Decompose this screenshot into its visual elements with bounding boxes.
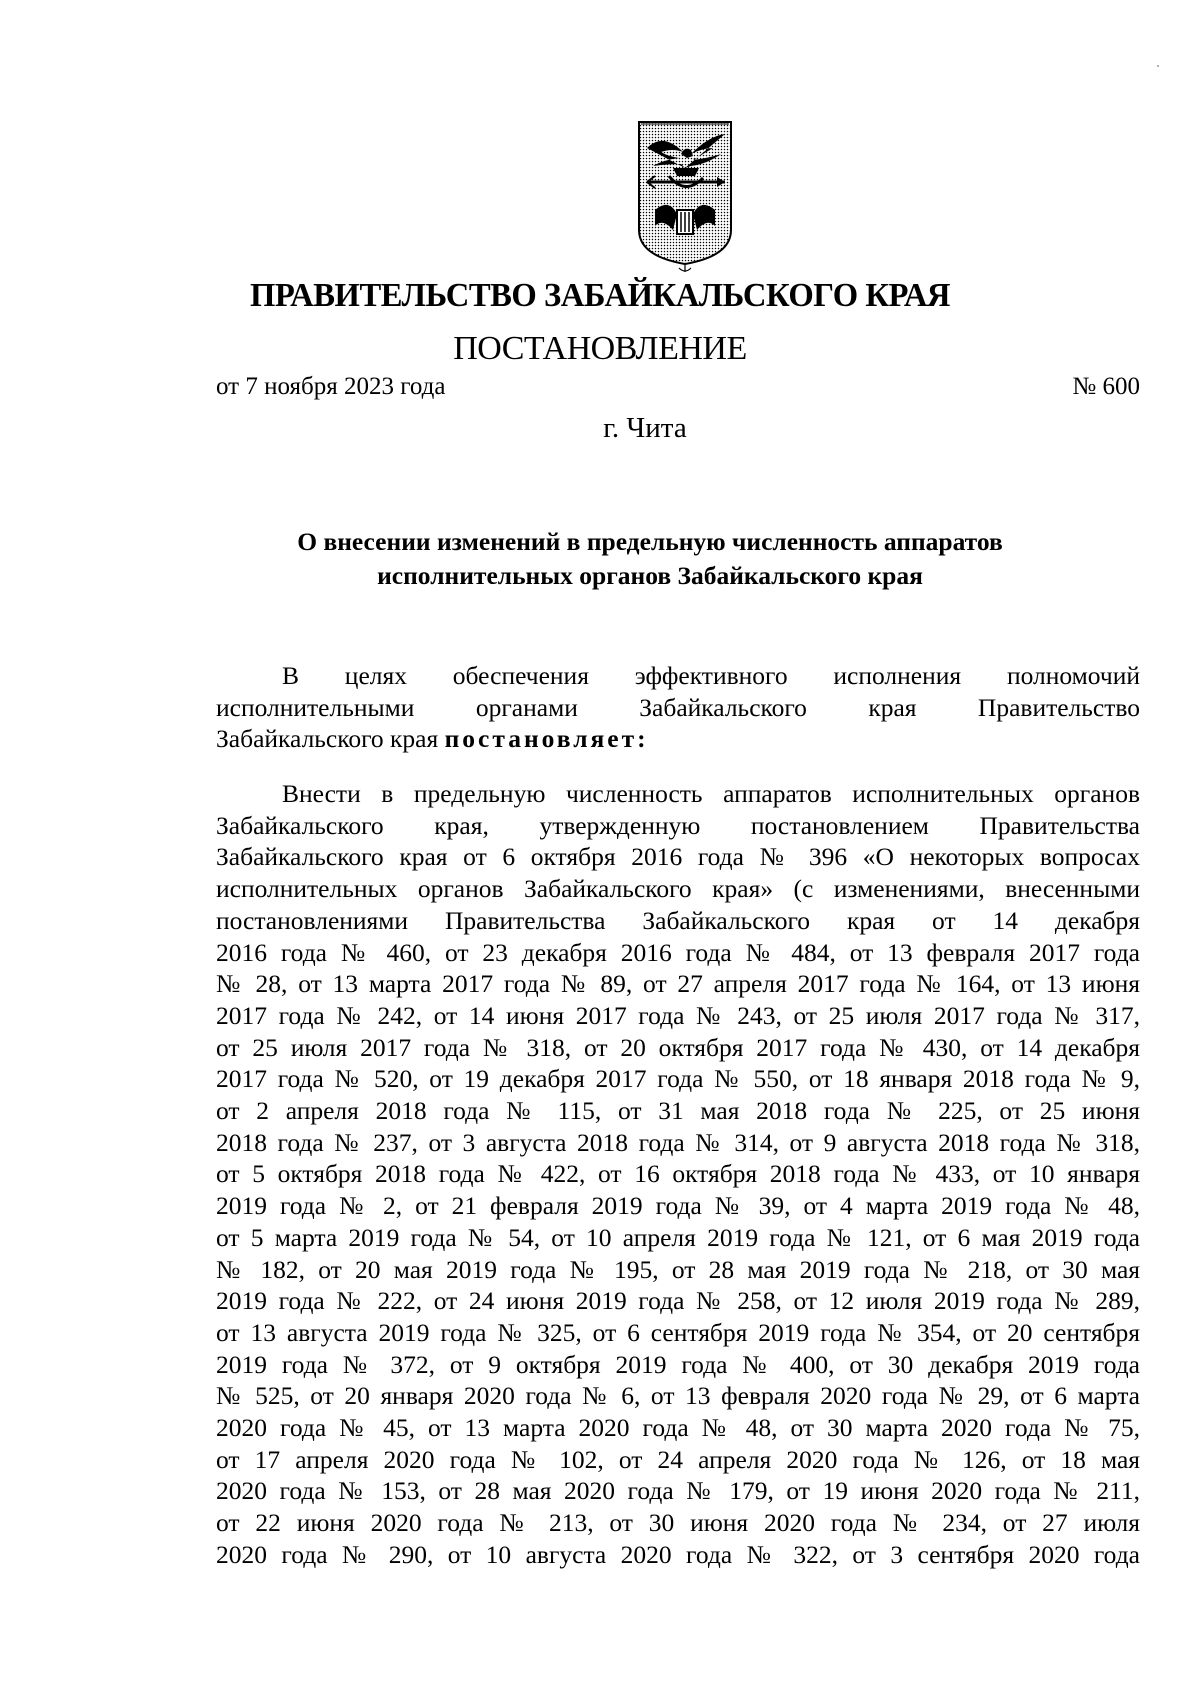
document-number: № 600 xyxy=(1072,373,1140,400)
main-line: от 5 марта 2019 года № 54, от 10 апреля 2019 года № 121, от 6 мая 2019 года xyxy=(216,1222,1140,1252)
main-line: Забайкальского края от 6 октября 2016 года № 396 «О некоторых вопросах xyxy=(216,842,1140,872)
main-line: от 25 июля 2017 года № 318, от 20 октября 2017 года № 430, от 14 декабря xyxy=(216,1032,1140,1062)
main-line: 2020 года № 45, от 13 марта 2020 года № 48, от 30 марта 2020 года № 75, xyxy=(216,1413,1140,1443)
subject-line: О внесении изменений в предельную численность аппаратов xyxy=(297,527,1003,556)
preamble-line: исполнительными органами Забайкальского края Правительство xyxy=(216,692,1140,722)
main-line: от 13 августа 2019 года № 325, от 6 сентября 2019 года № 354, от 20 сентября xyxy=(216,1317,1140,1347)
main-line: 2017 года № 242, от 14 июня 2017 года № 243, от 25 июля 2017 года № 317, xyxy=(216,1000,1140,1030)
preamble-last-line xyxy=(216,723,1140,755)
document-date: от 7 ноября 2023 года xyxy=(216,373,446,400)
main-line: Забайкальского края, утвержденную постановлением Правительства xyxy=(216,810,1140,840)
preamble-line: В целях обеспечения эффективного исполнения полномочий xyxy=(282,661,1140,690)
preamble-prefix: Забайкальского края xyxy=(216,724,439,754)
preamble-paragraph xyxy=(216,660,1140,755)
main-line: № 525, от 20 января 2020 года № 6, от 13 февраля 2020 года № 29, от 6 марта xyxy=(216,1381,1140,1411)
decree-word: постановляет: xyxy=(444,724,649,754)
main-line: исполнительных органов Забайкальского края» (с изменениями, внесенными xyxy=(216,874,1140,904)
main-line: 2018 года № 237, от 3 августа 2018 года № 314, от 9 августа 2018 года № 318, xyxy=(216,1127,1140,1157)
subject-line: исполнительных органов Забайкальского края xyxy=(377,561,923,590)
main-line: от 17 апреля 2020 года № 102, от 24 апреля 2020 года № 126, от 18 мая xyxy=(216,1444,1140,1474)
main-line: 2019 года № 222, от 24 июня 2019 года № 258, от 12 июля 2019 года № 289, xyxy=(216,1286,1140,1316)
scan-speck xyxy=(1157,65,1159,67)
main-line: 2017 года № 520, от 19 декабря 2017 года № 550, от 18 января 2018 года № 9, xyxy=(216,1064,1140,1094)
main-line: 2020 года № 290, от 10 августа 2020 года № 322, от 3 сентября 2020 года xyxy=(216,1539,1140,1569)
main-line: от 2 апреля 2018 года № 115, от 31 мая 2018 года № 225, от 25 июня xyxy=(216,1096,1140,1126)
main-paragraph xyxy=(216,778,1140,1571)
main-line: № 182, от 20 мая 2019 года № 195, от 28 мая 2019 года № 218, от 30 мая xyxy=(216,1254,1140,1284)
coat-of-arms-icon xyxy=(633,118,737,274)
main-line: Внести в предельную численность аппаратов исполнительных органов xyxy=(282,779,1140,808)
government-title: ПРАВИТЕЛЬСТВО ЗАБАЙКАЛЬСКОГО КРАЯ xyxy=(249,277,951,314)
document-subject xyxy=(160,525,1140,593)
main-line: 2019 года № 2, от 21 февраля 2019 года № 39, от 4 марта 2019 года № 48, xyxy=(216,1191,1140,1221)
document-city: г. Чита xyxy=(603,412,687,444)
main-line: от 5 октября 2018 года № 422, от 16 октября 2018 года № 433, от 10 января xyxy=(216,1159,1140,1189)
main-line: 2020 года № 153, от 28 мая 2020 года № 179, от 19 июня 2020 года № 211, xyxy=(216,1476,1140,1506)
main-line: 2019 года № 372, от 9 октября 2019 года № 400, от 30 декабря 2019 года xyxy=(216,1349,1140,1379)
main-line: № 28, от 13 марта 2017 года № 89, от 27 апреля 2017 года № 164, от 13 июня xyxy=(216,969,1140,999)
main-line: 2016 года № 460, от 23 декабря 2016 года № 484, от 13 февраля 2017 года xyxy=(216,937,1140,967)
main-line: постановлениями Правительства Забайкальского края от 14 декабря xyxy=(216,905,1140,935)
main-line: от 22 июня 2020 года № 213, от 30 июня 2020 года № 234, от 27 июля xyxy=(216,1508,1140,1538)
document-type: ПОСТАНОВЛЕНИЕ xyxy=(453,330,747,367)
